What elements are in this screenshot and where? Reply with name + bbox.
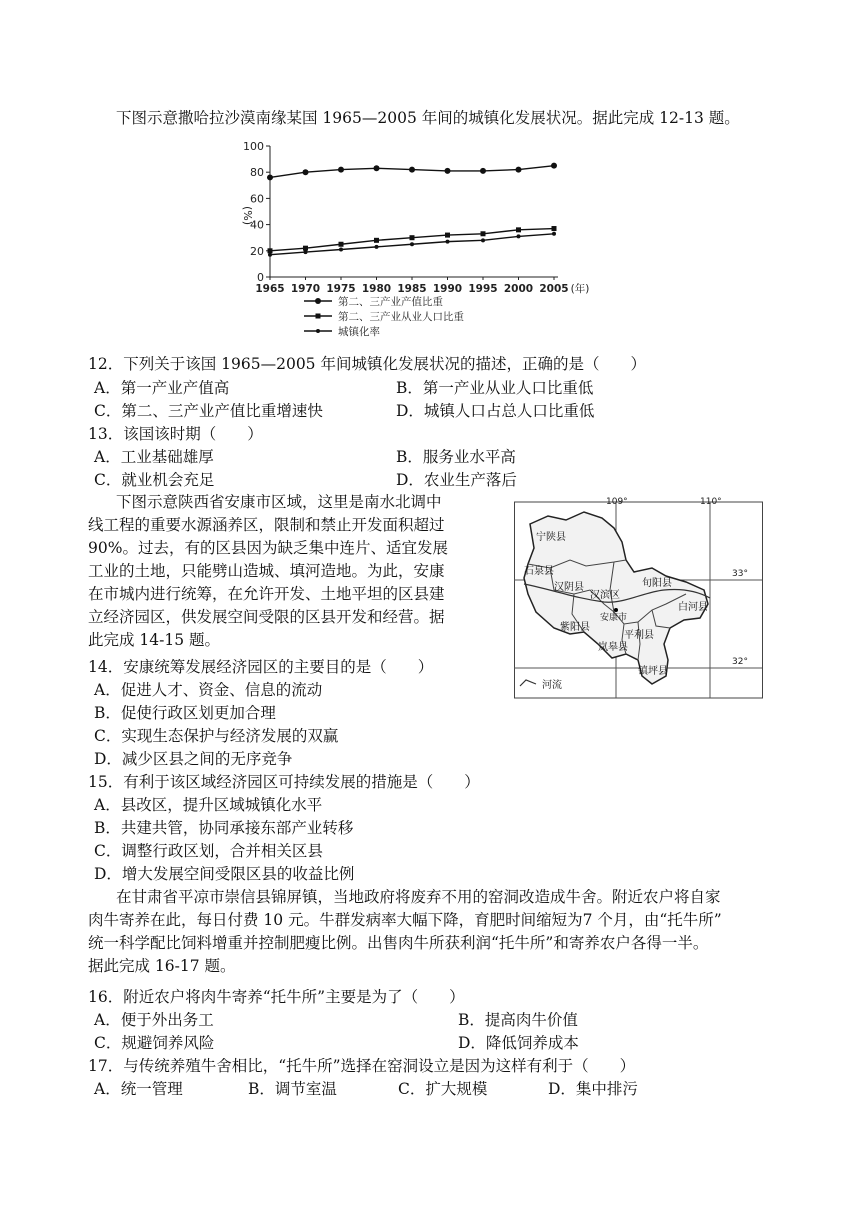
city-ankang: 安康市 — [600, 613, 628, 623]
q17-option-a[interactable]: A．统一管理 — [94, 1080, 183, 1098]
intro-14-15-line-4: 工业的土地，只能劈山造城、填河造地。为此，安康 — [88, 562, 445, 580]
q14-option-b[interactable]: B．促使行政区划更加合理 — [94, 704, 276, 722]
x-tick-label: 1965 — [255, 283, 285, 295]
q12-option-a[interactable]: A．第一产业产值高 — [94, 379, 230, 397]
legend-label-1: 第二、三产业产值比重 — [338, 296, 443, 308]
county-hanyin: 汉阴县 — [554, 582, 584, 593]
intro-14-15-line-5: 在市城内进行统筹，在允许开发、土地平坦的区县建 — [88, 585, 445, 603]
q12-option-d[interactable]: D．城镇人口占总人口比重低 — [396, 402, 595, 420]
county-ningshan: 宁陕县 — [536, 532, 566, 543]
x-tick-label: 1980 — [361, 283, 392, 295]
q12-option-b[interactable]: B．第一产业从业人口比重低 — [396, 379, 594, 397]
series-1-point — [409, 167, 415, 173]
county-zhenping: 镇坪县 — [638, 666, 668, 677]
q15-option-b[interactable]: B．共建共管，协同承接东部产业转移 — [94, 819, 354, 837]
series-1-point — [480, 168, 486, 174]
county-shiquan: 石泉县 — [524, 566, 554, 577]
series-2-point — [552, 226, 557, 231]
legend-marker-2 — [316, 314, 321, 319]
series-3-point — [446, 240, 450, 244]
series-3-point — [410, 242, 414, 246]
lon-label-110: 110° — [700, 497, 722, 507]
city-marker — [614, 608, 618, 612]
county-pingli: 平利县 — [624, 630, 654, 641]
y-tick-label: 60 — [250, 192, 264, 206]
intro-16-17-line-1: 在甘肃省平凉市崇信县锦屏镇，当地政府将废弃不用的窑洞改造成牛舍。附近农户将自家 — [116, 888, 721, 906]
q12-stem: 12．下列关于该国 1965—2005 年间城镇化发展状况的描述，正确的是（ ） — [88, 355, 646, 373]
q14-option-c[interactable]: C．实现生态保护与经济发展的双赢 — [94, 727, 339, 745]
ankang-map — [514, 494, 764, 700]
intro-16-17-line-4: 据此完成 16-17 题。 — [88, 957, 236, 975]
intro-14-15-line-7: 此完成 14-15 题。 — [88, 631, 221, 649]
q14-stem: 14．安康统筹发展经济园区的主要目的是（ ） — [88, 658, 434, 676]
x-tick-label: 2005 — [539, 283, 569, 295]
series-1-point — [516, 167, 522, 173]
q13-option-a[interactable]: A．工业基础雄厚 — [94, 448, 214, 466]
x-tick-label: 1970 — [290, 283, 321, 295]
y-axis-label: (%) — [241, 205, 254, 226]
lat-label-32: 32° — [732, 657, 748, 667]
intro-12-13: 下图示意撒哈拉沙漠南缘某国 1965—2005 年间的城镇化发展状况。据此完成 12-13 题。 — [116, 109, 740, 127]
intro-14-15-line-2: 线工程的重要水源涵养区，限制和禁止开发面积超过 — [88, 516, 445, 534]
county-ziyang: 紫阳县 — [560, 622, 590, 633]
q17-option-c[interactable]: C．扩大规模 — [398, 1080, 488, 1098]
series-2-point — [374, 238, 379, 243]
x-axis-unit: (年) — [570, 283, 590, 295]
lon-label-109: 109° — [606, 497, 628, 507]
q17-option-d[interactable]: D．集中排污 — [548, 1080, 638, 1098]
series-1-point — [303, 169, 309, 175]
q15-option-a[interactable]: A．县改区，提升区域城镇化水平 — [94, 796, 323, 814]
river-legend-label: 河流 — [542, 680, 562, 691]
x-tick-label: 1985 — [397, 283, 427, 295]
county-xunyang: 旬阳县 — [642, 578, 672, 589]
series-3-point — [517, 234, 521, 238]
county-langao: 岚皋县 — [598, 642, 628, 653]
intro-16-17-line-2: 肉牛寄养在此，每日付费 10 元。牛群发病率大幅下降，育肥时间缩短为7 个月，由“托牛所” — [88, 911, 722, 929]
q16-option-b[interactable]: B．提高肉牛价值 — [458, 1011, 578, 1029]
series-3-point — [375, 245, 379, 249]
x-tick-label: 1990 — [432, 283, 463, 295]
intro-14-15-line-3: 90%。过去，有的区县因为缺乏集中连片、适宜发展 — [88, 539, 448, 557]
q17-option-b[interactable]: B．调节室温 — [248, 1080, 337, 1098]
q13-stem: 13．该国该时期（ ） — [88, 425, 263, 443]
series-1-point — [374, 165, 380, 171]
intro-16-17-line-3: 统一科学配比饲料增重并控制肥瘦比例。出售肉牛所获利润“托牛所”和寄养农户各得一半。 — [88, 934, 709, 952]
legend-label-3: 城镇化率 — [338, 326, 380, 338]
q15-option-d[interactable]: D．增大发展空间受限区县的收益比例 — [94, 865, 355, 883]
series-1-point — [551, 163, 557, 169]
q16-option-a[interactable]: A．便于外出务工 — [94, 1011, 214, 1029]
county-baihe: 白河县 — [678, 602, 708, 613]
q14-option-a[interactable]: A．促进人才、资金、信息的流动 — [94, 681, 323, 699]
intro-14-15-line-1: 下图示意陕西省安康市区域，这里是南水北调中 — [116, 493, 442, 511]
q13-option-c[interactable]: C．就业机会充足 — [94, 471, 215, 489]
series-3-point — [552, 232, 556, 236]
q16-option-c[interactable]: C．规避饲养风险 — [94, 1034, 215, 1052]
series-2-point — [268, 248, 273, 253]
series-1-point — [445, 168, 451, 174]
q16-option-d[interactable]: D．降低饲养成本 — [458, 1034, 579, 1052]
legend-label-2: 第二、三产业从业人口比重 — [338, 311, 464, 323]
legend-marker-1 — [315, 298, 321, 304]
lat-label-33: 33° — [732, 569, 748, 579]
series-2-point — [481, 231, 486, 236]
series-3-point — [268, 253, 272, 257]
legend-marker-3 — [316, 329, 320, 333]
q17-stem: 17．与传统养殖牛舍相比，“托牛所”选择在窑洞设立是因为这样有利于（ ） — [88, 1057, 636, 1075]
q14-option-d[interactable]: D．减少区县之间的无序竞争 — [94, 750, 293, 768]
series-3-point — [304, 250, 308, 254]
q15-option-c[interactable]: C．调整行政区划，合并相关区县 — [94, 842, 323, 860]
y-tick-label: 40 — [250, 218, 264, 232]
q15-stem: 15．有利于该区域经济园区可持续发展的措施是（ ） — [88, 773, 480, 791]
q13-option-d[interactable]: D．农业生产落后 — [396, 471, 517, 489]
q13-option-b[interactable]: B．服务业水平高 — [396, 448, 516, 466]
x-tick-label: 1975 — [326, 283, 356, 295]
county-hanbin: 汉滨区 — [590, 590, 620, 601]
river-legend-icon — [520, 680, 536, 686]
y-tick-label: 80 — [250, 166, 264, 180]
series-1-point — [338, 167, 344, 173]
series-1-point — [267, 174, 273, 180]
series-3-point — [481, 238, 485, 242]
intro-14-15-line-6: 立经济园区，供发展空间受限的区县开发和经营。据 — [88, 608, 445, 626]
y-tick-label: 100 — [243, 140, 264, 153]
x-tick-label: 2000 — [503, 283, 534, 295]
y-tick-label: 0 — [257, 271, 264, 284]
series-3-point — [339, 247, 343, 251]
series-2-point — [339, 242, 344, 247]
series-2-point — [445, 233, 450, 238]
urbanization-line-chart — [228, 136, 618, 346]
series-2-point — [516, 227, 521, 232]
q12-option-c[interactable]: C．第二、三产业产值比重增速快 — [94, 402, 323, 420]
x-tick-label: 1995 — [468, 283, 498, 295]
y-tick-label: 20 — [250, 244, 264, 258]
series-2-point — [303, 246, 308, 251]
series-2-point — [410, 235, 415, 240]
q16-stem: 16．附近农户将肉牛寄养“托牛所”主要是为了（ ） — [88, 988, 465, 1006]
